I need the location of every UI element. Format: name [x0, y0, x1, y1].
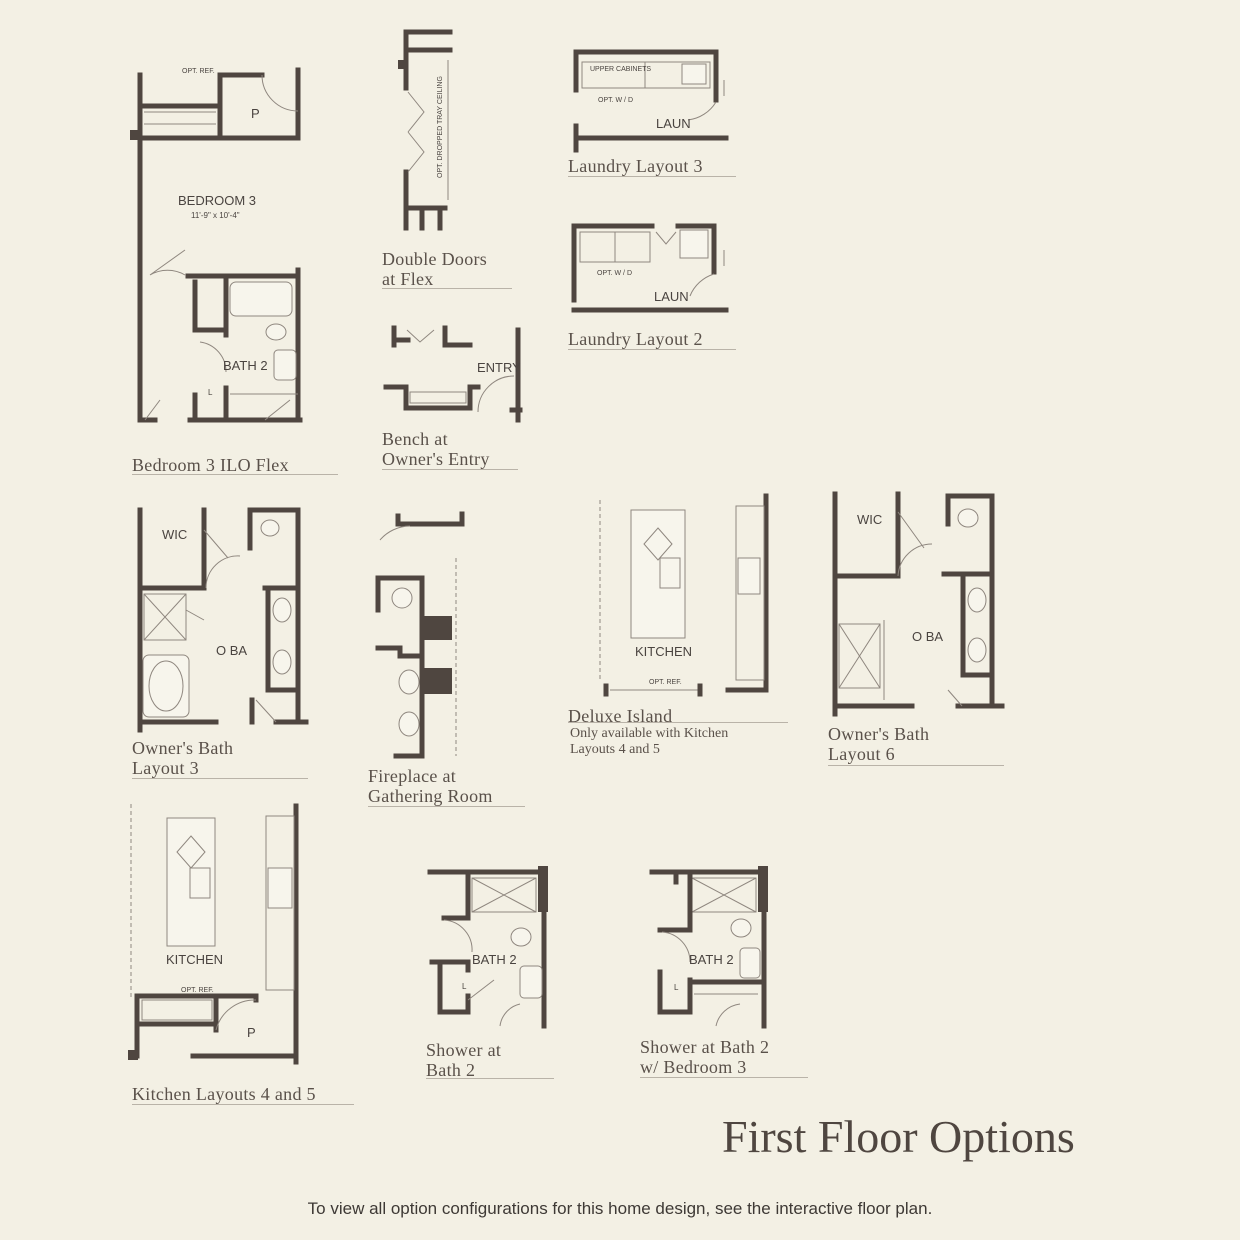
linen-label: L [208, 388, 213, 397]
opt-dropped-tray-ceiling-label: OPT. DROPPED TRAY CEILING [437, 76, 444, 178]
caption-line: Bedroom 3 ILO Flex [132, 455, 289, 475]
caption-underline [382, 469, 518, 470]
bath-2-label-2: BATH 2 [472, 952, 517, 967]
caption-underline [640, 1077, 808, 1078]
bedroom-3-label: BEDROOM 3 [178, 193, 257, 208]
o-ba-label-2: O BA [912, 629, 944, 644]
wic-label-2: WIC [857, 512, 883, 527]
caption-line: Shower at Bath 2 [640, 1037, 770, 1057]
plan-laundry-layout-2 [574, 226, 726, 310]
caption-shower-at-bath-2 [426, 1040, 501, 1080]
caption-shower-at-bath-2-w-bedroom-3 [640, 1037, 769, 1077]
caption-underline [368, 806, 525, 807]
opt-ref-label-3: OPT. REF. [181, 987, 214, 994]
caption-line: at Flex [382, 269, 434, 289]
bath-2-label-3: BATH 2 [689, 952, 734, 967]
caption-line: Deluxe Island [568, 706, 673, 726]
caption-underline [568, 722, 788, 723]
opt-ref-label: OPT. REF. [182, 68, 215, 75]
footer-note: To view all option configurations for this home design, see the interactive floor plan. [307, 1199, 933, 1218]
plan-laundry-layout-3 [576, 52, 726, 150]
caption-line: Bath 2 [426, 1060, 476, 1080]
caption-kitchen-layouts-4-and-5 [132, 1084, 316, 1104]
opt-w-d-label: OPT. W / D [598, 97, 633, 104]
caption-line: Owner's Bath [132, 738, 234, 758]
caption-line: Shower at [426, 1040, 502, 1060]
caption-line: Laundry Layout 2 [568, 329, 703, 349]
linen-label-2: L [462, 982, 467, 991]
opt-ref-label-2: OPT. REF. [649, 679, 682, 686]
caption-line: Layout 3 [132, 758, 199, 778]
plan-bench-at-owners-entry [386, 328, 521, 420]
caption-fireplace-at-gathering-room [368, 766, 493, 806]
caption-line: Double Doors [382, 249, 488, 269]
caption-underline [568, 176, 736, 177]
plan-shower-at-bath-2-w-bedroom-3 [652, 866, 768, 1026]
caption-line: Laundry Layout 3 [568, 156, 703, 176]
laun-label: LAUN [656, 116, 691, 131]
caption-line: Layout 6 [828, 744, 895, 764]
bath-2-label: BATH 2 [223, 358, 268, 373]
caption-underline [568, 349, 736, 350]
entry-label: ENTRY [477, 360, 521, 375]
plan-owners-bath-layout-3 [140, 510, 306, 730]
caption-underline [426, 1078, 554, 1079]
upper-cabinets-label: UPPER CABINETS [590, 66, 652, 73]
plan-shower-at-bath-2 [430, 866, 548, 1026]
deluxe-island-note [570, 726, 728, 758]
plan-owners-bath-layout-6 [835, 494, 1002, 714]
plan-deluxe-island [600, 496, 766, 694]
caption-underline [828, 765, 1004, 766]
kitchen-label-2: KITCHEN [166, 952, 224, 967]
plan-kitchen-layouts-4-and-5 [128, 804, 296, 1062]
o-ba-label: O BA [216, 643, 248, 658]
caption-line: Bench at [382, 429, 448, 449]
opt-w-d-label-2: OPT. W / D [597, 270, 632, 277]
page-title: First Floor Options [722, 1111, 1075, 1162]
plan-double-doors-at-flex [398, 32, 450, 228]
caption-underline [382, 288, 512, 289]
caption-bedroom-3-ilo-flex [132, 455, 289, 475]
caption-line: Gathering Room [368, 786, 493, 806]
caption-line: Kitchen Layouts 4 and 5 [132, 1084, 316, 1104]
caption-underline [132, 778, 308, 779]
plan-bedroom-3-ilo-flex [130, 68, 300, 420]
caption-owners-bath-layout-6 [828, 724, 929, 764]
caption-laundry-layout-3 [568, 156, 703, 176]
caption-underline [132, 474, 338, 475]
caption-double-doors-at-flex [382, 249, 487, 289]
caption-bench-at-owners-entry [382, 429, 490, 469]
kitchen-label: KITCHEN [635, 644, 693, 659]
caption-line: Owner's Entry [382, 449, 490, 469]
caption-deluxe-island [568, 706, 672, 726]
caption-owners-bath-layout-3 [132, 738, 233, 778]
caption-line: Fireplace at [368, 766, 457, 786]
linen-label-3: L [674, 983, 679, 992]
wic-label: WIC [162, 527, 188, 542]
caption-underline [132, 1104, 354, 1105]
caption-laundry-layout-2 [568, 329, 703, 349]
bedroom-3-dims-label: 11'-9" x 10'-4" [191, 211, 240, 220]
plan-fireplace-at-gathering-room [378, 514, 462, 756]
laun-label-2: LAUN [654, 289, 689, 304]
caption-line: Owner's Bath [828, 724, 930, 744]
pantry-label: P [251, 106, 260, 121]
note-line: Only available with Kitchen [570, 726, 729, 741]
pantry-label-2: P [247, 1025, 256, 1040]
caption-line: w/ Bedroom 3 [640, 1057, 747, 1077]
note-line: Layouts 4 and 5 [570, 742, 660, 757]
